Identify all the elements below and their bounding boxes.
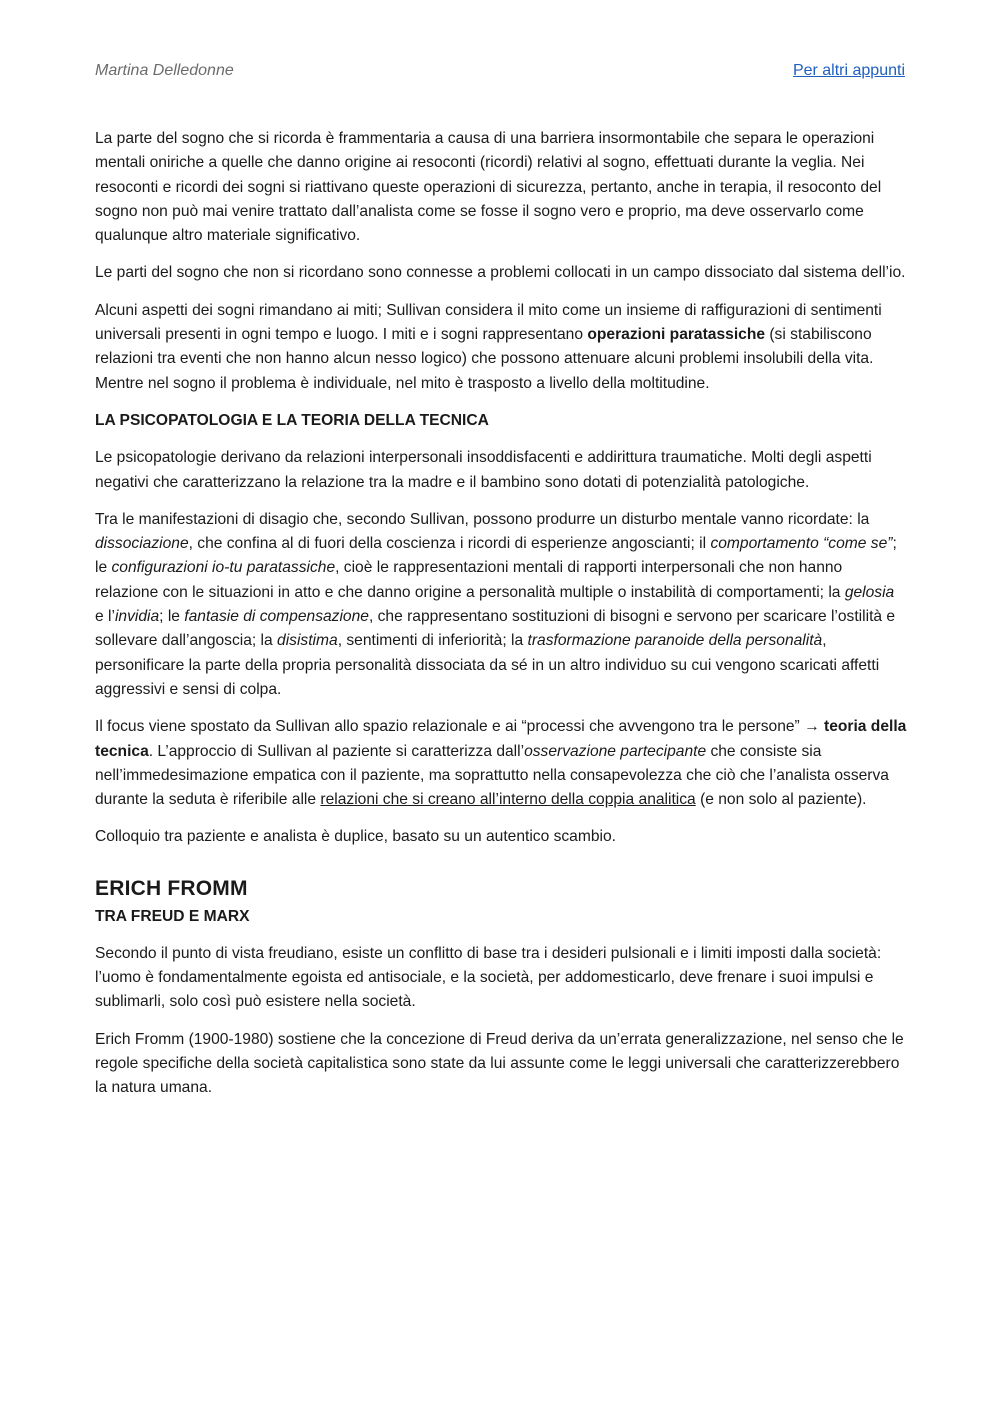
text-run: (e non solo al paziente). [695,791,867,809]
text-run: Tra le manifestazioni di disagio che, secondo Sullivan, possono produrre un disturbo mentale vanno ricordate: la [95,510,870,528]
italic-term: disistima [277,632,338,650]
text-run: (si stabiliscono relazioni tra eventi che non hanno alcun nesso logico) che possono attenuare alcuni problemi insolubili della vita. Mentre nel sogno il problema è individuale, nel mito è trasposto a livello della moltitudine. [95,326,874,392]
italic-term: invidia [114,608,160,626]
text-run: ; le [159,608,185,626]
underlined-term: relazioni che si creano all’interno della coppia analitica [320,791,696,809]
italic-term: configurazioni io-tu paratassiche [111,559,336,577]
more-notes-link[interactable]: Per altri appunti [792,62,905,79]
text-run: , che confina al di fuori della coscienza i ricordi di esperienze angoscianti; il [188,535,711,553]
document-body [95,127,907,1114]
italic-term: dissociazione [95,535,189,553]
paragraph-psicopatologie: Le psicopatologie derivano da relazioni interpersonali insoddisfacenti e addirittura traumatiche. Molti degli aspetti negativi che caratterizzano la relazione tra la madre e il bambino sono dotati di potenzialità patologiche. [95,449,872,491]
text-run: . L’approccio di Sullivan al paziente si caratterizza dall’ [148,742,525,760]
bold-term: teoria della tecnica [95,718,907,760]
text-run: , personificare la parte della propria personalità dissociata da sé in un altro individuo su cui vengono scaricati affetti aggressivi e sensi di colpa. [95,632,880,698]
heading-erich-fromm: ERICH FROMM [95,876,248,900]
page-header [95,60,905,82]
text-run: Il focus viene spostato da Sullivan allo spazio relazionale e ai “processi che avvengono tra le persone” [95,718,805,736]
italic-term: osservazione partecipante [524,742,707,760]
author-name: Martina Delledonne [95,62,234,79]
paragraph-dream-fragmentary: La parte del sogno che si ricorda è frammentaria a causa di una barriera insormontabile che separa le operazioni mentali oniriche a quelle che danno origine ai resoconti (ricordi) relativi al sogno, effettuati durante la veglia. Nei resoconti e ricordi dei sogni si riattivano queste operazioni di sicurezza, pertanto, anche in terapia, il resoconto del sogno non può mai venire trattato dall’analista come se fosse il sogno vero e proprio, ma deve osservarlo come qualunque altro materiale significativo. [95,130,882,245]
text-run: ; le [95,535,897,577]
text-run: , che rappresentano sostituzioni di bisogni e servono per scaricare l’ostilità e sollevare dall’angoscia; la [95,608,896,650]
arrow-right-icon: → [804,718,820,736]
subheading-freud-marx: TRA FREUD E MARX [95,907,250,925]
paragraph-dream-unremembered: Le parti del sogno che non si ricordano sono connesse a problemi collocati in un campo dissociato dal sistema dell’io. [95,264,906,282]
text-run: che consiste sia nell’immedesimazione empatica con il paziente, ma soprattutto nella consapevolezza che ciò che l’analista osserva durante la seduta è riferibile alle [95,742,889,809]
italic-term: comportamento “come se” [710,535,893,553]
bold-term: operazioni paratassiche [587,326,766,344]
paragraph-dream-myths [95,299,907,396]
paragraph-focus-tecnica [95,715,907,812]
text-run: Alcuni aspetti dei sogni rimandano ai miti; Sullivan considera il mito come un insieme di raffigurazioni di sentimenti universali presenti in ogni tempo e luogo. I miti e i sogni rappresentano [95,301,882,344]
text-run: , sentimenti di inferiorità; la [337,632,528,650]
paragraph-manifestazioni [95,508,907,702]
paragraph-freudiano: Secondo il punto di vista freudiano, esiste un conflitto di base tra i desideri pulsionali e i limiti imposti dalla società: l’uomo è fondamentalmente egoista ed antisociale, e la società, per addomesticarlo, deve frenare i suoi impulsi e sublimarli, solo così può esistere nella società. [95,944,882,1011]
paragraph-colloquio: Colloquio tra paziente e analista è duplice, basato su un autentico scambio. [95,828,616,846]
italic-term: trasformazione paranoide della personalità [527,632,823,650]
text-run: e l’ [95,608,115,626]
text-run: , cioè le rappresentazioni mentali di rapporti interpersonali che non hanno relazione con le situazioni in atto e che danno origine a personalità multiple o instabilità di comportamenti; la [95,559,845,601]
paragraph-fromm: Erich Fromm (1900-1980) sostiene che la concezione di Freud deriva da un’errata generalizzazione, nel senso che le regole specifiche della società capitalistica sono state da lui assunte come le leggi universali che caratterizzerebbero la natura umana. [95,1030,904,1097]
section-heading-psicopatologia: LA PSICOPATOLOGIA E LA TEORIA DELLA TECNICA [95,411,489,429]
italic-term: fantasie di compensazione [184,608,369,626]
italic-term: gelosia [844,583,895,601]
